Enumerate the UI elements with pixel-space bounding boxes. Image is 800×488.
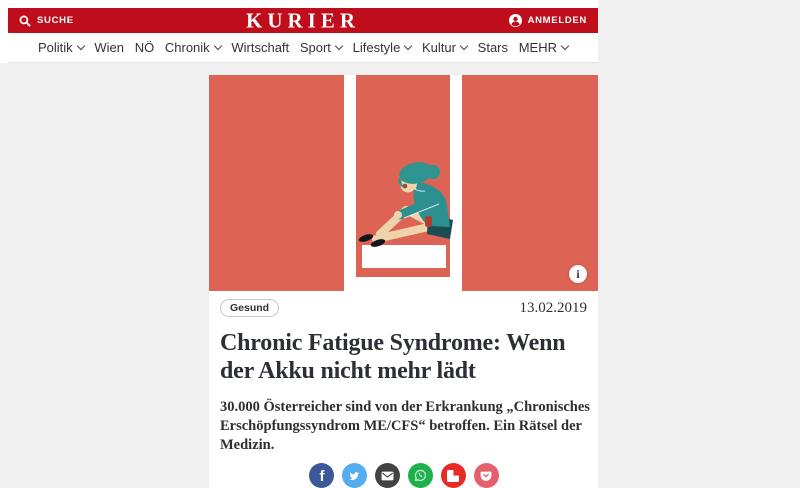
whatsapp-share-button[interactable] bbox=[408, 463, 433, 488]
login-label: ANMELDEN bbox=[527, 15, 587, 26]
chevron-down-icon bbox=[213, 41, 221, 49]
nav-label: Wien bbox=[94, 40, 124, 55]
nav-label: Lifestyle bbox=[352, 40, 401, 55]
twitter-share-button[interactable] bbox=[342, 463, 367, 488]
kurier-logo[interactable]: KURIER bbox=[245, 8, 361, 32]
image-info-button[interactable] bbox=[569, 265, 587, 283]
nav-item-stars[interactable] bbox=[478, 40, 508, 55]
chevron-down-icon bbox=[561, 41, 569, 49]
user-icon bbox=[509, 14, 522, 27]
nav-label: Stars bbox=[477, 40, 508, 55]
email-share-button[interactable] bbox=[375, 463, 400, 488]
whatsapp-icon bbox=[413, 468, 428, 483]
facebook-icon: f bbox=[319, 467, 325, 485]
nav-label: Politik bbox=[38, 40, 73, 55]
search-label: SUCHE bbox=[37, 15, 74, 26]
chevron-down-icon bbox=[76, 41, 84, 49]
top-bar bbox=[8, 8, 598, 33]
flipboard-share-button[interactable] bbox=[441, 463, 466, 488]
article-meta bbox=[220, 299, 587, 317]
category-badge[interactable]: Gesund bbox=[220, 299, 279, 317]
nav-label: Kultur bbox=[422, 40, 456, 55]
share-bar bbox=[220, 463, 587, 488]
search-button[interactable] bbox=[19, 15, 74, 27]
nav-item-wirtschaft[interactable] bbox=[231, 40, 289, 55]
nav-label: NÖ bbox=[134, 40, 155, 55]
nav-item-wien[interactable] bbox=[94, 40, 124, 55]
nav-item-politik[interactable] bbox=[38, 40, 84, 55]
article-column bbox=[209, 75, 598, 488]
main-navigation bbox=[8, 33, 598, 63]
nav-item-sport[interactable] bbox=[300, 40, 342, 55]
twitter-icon bbox=[347, 469, 361, 483]
article-headline: Chronic Fatigue Syndrome: Wenn der Akku nicht mehr lädt bbox=[220, 330, 566, 385]
login-button[interactable] bbox=[509, 14, 587, 27]
nav-item-mehr[interactable] bbox=[519, 40, 568, 55]
nav-item-noe[interactable] bbox=[135, 40, 155, 55]
article-lead: 30.000 Österreicher sind von der Erkrankung „Chronisches Erschöpfungssyndrom ME/CFS“ betroffen. Ein Rätsel der Medizin. bbox=[220, 398, 590, 454]
pocket-icon bbox=[479, 469, 493, 483]
publish-date: 13.02.2019 bbox=[519, 299, 587, 316]
nav-label: MEHR bbox=[518, 40, 557, 55]
nav-label: Wirtschaft bbox=[231, 40, 290, 55]
nav-item-chronik[interactable] bbox=[165, 40, 221, 55]
envelope-icon bbox=[381, 471, 394, 481]
flipboard-icon bbox=[447, 470, 459, 482]
pocket-share-button[interactable] bbox=[474, 463, 499, 488]
woman-figure bbox=[358, 159, 453, 248]
facebook-share-button[interactable] bbox=[309, 463, 334, 488]
chevron-down-icon bbox=[335, 41, 343, 49]
chevron-down-icon bbox=[404, 41, 412, 49]
nav-item-lifestyle[interactable] bbox=[353, 40, 412, 55]
article-body bbox=[209, 291, 598, 488]
window-illustration bbox=[209, 75, 598, 291]
search-icon bbox=[19, 15, 31, 27]
info-icon: i bbox=[576, 266, 580, 281]
nav-label: Chronik bbox=[164, 40, 210, 55]
nav-label: Sport bbox=[299, 40, 331, 55]
nav-item-kultur[interactable] bbox=[422, 40, 467, 55]
chevron-down-icon bbox=[460, 41, 468, 49]
hero-image bbox=[209, 75, 598, 291]
